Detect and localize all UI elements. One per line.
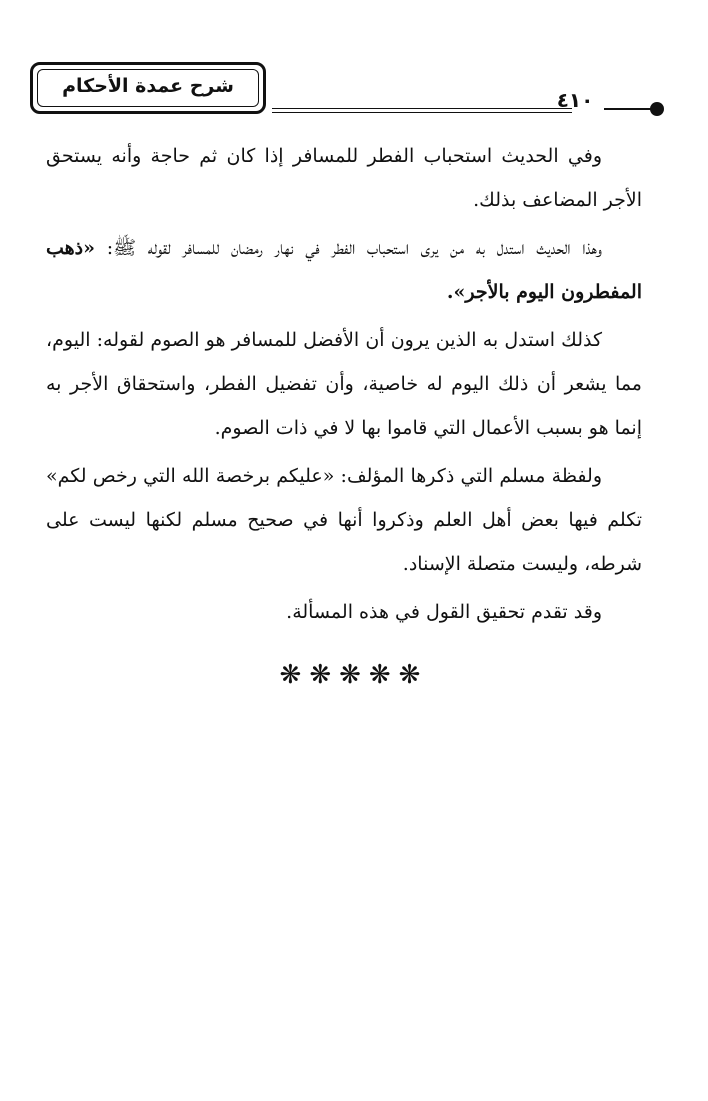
page-body	[46, 134, 642, 638]
book-title-frame	[30, 62, 266, 114]
header-rule	[272, 108, 572, 109]
paragraph-4: ولفظة مسلم التي ذكرها المؤلف: «عليكم برخصة الله التي رخص لكم» تكلم فيها بعض أهل العلم وذكروا أنها في صحيح مسلم لكنها ليست على شرطه، وليست متصلة الإسناد.	[46, 465, 642, 575]
page-number: ٤١٠	[556, 88, 594, 112]
ornament-line	[604, 108, 654, 110]
paragraph-1: وفي الحديث استحباب الفطر للمسافر إذا كان ثم حاجة وأنه يستحق الأجر المضاعف بذلك.	[46, 145, 642, 211]
paragraph-2-text: وهذا الحديث استدل به من يرى استحباب الفطر في نهار رمضان للمسافر لقوله ﷺ:	[95, 237, 602, 259]
header-ornament-icon	[604, 102, 664, 116]
paragraph-5: وقد تقدم تحقيق القول في هذه المسألة.	[286, 601, 602, 623]
section-separator: ❋❋❋❋❋	[279, 660, 429, 690]
hadith-quote: «ذهب المفطرون اليوم بالأجر».	[46, 237, 642, 303]
paragraph-3: كذلك استدل به الذين يرون أن الأفضل للمسافر هو الصوم لقوله: اليوم، مما يشعر أن ذلك اليوم له خاصية، وأن تفضيل الفطر، واستحقاق الأجر به إنما هو بسبب الأعمال التي قاموا بها لا في ذات الصوم.	[46, 329, 642, 439]
ornament-dot	[650, 102, 664, 116]
book-title: شرح عمدة الأحكام	[62, 75, 234, 97]
paragraph-2	[46, 226, 642, 314]
page-header	[20, 58, 670, 128]
